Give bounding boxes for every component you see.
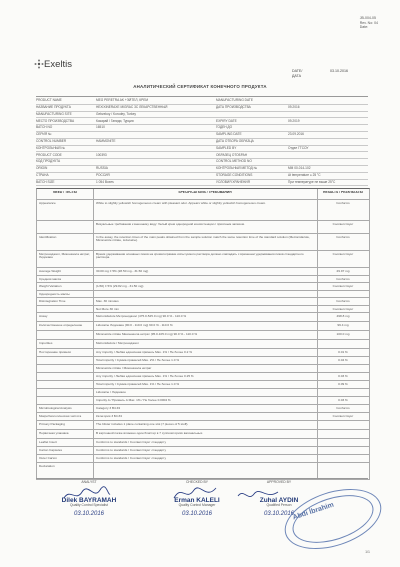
info-cell-v: 09.2016 (288, 104, 300, 109)
table-cell-spec: Miconazole nitrate / Миконазола нитрат (96, 366, 152, 370)
info-cell-m: MEG PERETRA AK +ЭЙТЕЛ, КРЕМ (96, 98, 149, 103)
info-cell-l: BATCH SIZE (36, 179, 55, 184)
table-cell-test: Average Weight (39, 269, 61, 273)
table-cell-spec: Not More 30 min (96, 307, 119, 311)
table-cell-test: Микробиологическая чистота (39, 414, 82, 418)
table-cell-res: Conforms (336, 201, 350, 205)
info-cell-m: HAMMONITE (96, 138, 116, 143)
info-cell-m: Кокарай / Ганиди, Турция (96, 118, 134, 123)
table-cell-spec: In the assay, the retention times of the main peaks obtained from the sample solution match the same retention time of the standard solution (Metronidazole, Miconazole nitrate, Lidocaine). (96, 235, 310, 243)
table-row (37, 455, 369, 463)
info-cell-r: CONTROL METHOD NO (216, 159, 252, 164)
info-cell-l: MANUFACTURING SITE (36, 111, 72, 116)
info-cell-r: ГОДЕН ДО (216, 125, 233, 130)
table-cell-spec: Время удерживания основных пиков на хроматограмме испытуемого раствора должно совпадать с временем удерживания пиков стандартного раствора. (96, 252, 304, 260)
table-cell-spec: Miconazole nitrate Миконазола нитрат (95.0-105.0 mg) 90.0 % - 110.0 % (96, 332, 198, 336)
table-row (37, 357, 369, 365)
table-cell-spec: White to slightly yellowish homogeneous cream with pleasant odor. Appears white or slightly yellowish homogeneous cream. (96, 201, 267, 205)
table-cell-test: Declaration (39, 464, 55, 468)
table-row (37, 349, 369, 357)
info-cell-m: RUSSIA (96, 166, 108, 171)
table-cell-test: Appearance (39, 201, 56, 205)
table-cell-spec: 30.00 mg ± 5% (28.50 mg - 31.50 mg) (96, 269, 149, 273)
info-cell-v: At temperature ≤ 25 °C (288, 172, 321, 177)
signature-role: ANALYST (81, 480, 97, 484)
info-cell-v: 23.09.2016 (288, 132, 304, 137)
table-cell-res: Conforms (336, 235, 350, 239)
table-row (37, 313, 369, 322)
table-cell-spec: Any impurity / Любая единичная примесь Max. 1% / Не более 0.2 % (96, 350, 192, 354)
table-row (37, 447, 369, 455)
table-row (37, 268, 369, 276)
table-row (37, 430, 369, 439)
table-cell-spec: Total impurity / Сумма примесей Max. 2% / Не более 1.0 % (96, 358, 180, 362)
reference-rev: Rev. No: 04 (359, 20, 378, 25)
table-cell-test: Первичная упаковка (39, 431, 69, 435)
table-cell-res: 0.09 % (338, 382, 348, 386)
info-cell-v: 09.2019 (288, 118, 300, 123)
table-cell-res: Соответствует (332, 307, 354, 311)
table-row (37, 322, 369, 331)
table-row (37, 200, 369, 221)
table-cell-res: Соответствует (332, 284, 354, 288)
table-row (37, 251, 369, 268)
info-cell-m: 100393 (96, 152, 107, 157)
signature-name: Erman KALELI (174, 496, 220, 504)
exeltis-logo-icon (34, 59, 44, 69)
table-cell-test: Количественное определение (39, 323, 83, 327)
table-cell-res: Conforms (336, 406, 350, 410)
document-title: АНАЛИТИЧЕСКИЙ СЕРТИФИКАТ КОНЕЧНОГО ПРОДУКТА (133, 84, 267, 89)
info-cell-v: Отдел ГТСОУ (288, 145, 309, 150)
info-cell-r: ОБРАЗЕЦ ОТОБРАН (216, 152, 248, 157)
info-row (36, 179, 368, 187)
table-cell-test: Weight Variation (39, 284, 62, 288)
date-value: 03.10.2016 (330, 69, 348, 73)
issue-date (292, 69, 348, 79)
table-cell-test: Disintegration Time (39, 299, 66, 303)
info-cell-r: ДАТА ОТБОРА ОБРАЗЦА (216, 138, 254, 143)
table-row (37, 413, 369, 421)
info-cell-r: SAMPLING DATE (216, 132, 242, 137)
signature-name: Dilek BAYRAMAH (61, 496, 117, 504)
info-cell-r: КОНТРОЛЬНЫЙ МЕТОД № (216, 166, 257, 171)
table-cell-res: Conforms (336, 277, 350, 281)
reference-date-label: Date: (359, 25, 369, 29)
info-cell-l: PRODUCT NAME (36, 98, 62, 103)
table-row (37, 291, 369, 298)
table-cell-test: Impurities (39, 341, 53, 345)
table-cell-spec: В картонной пачке вложено один блистер в 7 суппозиториях вагинальных. (96, 431, 204, 435)
info-cell-m: HEXIXINERAXE MIGRAC 3C ЛЕКАРСТВЕННЫЙ (96, 104, 168, 109)
brand-logo: Exeltis (44, 59, 72, 70)
info-cell-v: ММ 00-014-102 (288, 166, 311, 171)
table-row (37, 276, 369, 283)
date-label-ru: ДАТА (292, 74, 302, 78)
table-cell-test: Outer Carton (39, 456, 57, 460)
col-header-specifications: SPECIFICATIONS / ТРЕБОВАНИЯ (178, 190, 232, 194)
info-cell-r: ДАТА ПРОИЗВОДСТВА (216, 104, 251, 109)
table-cell-spec: Metronidazole Метронидазол (475.0-525.0 mg) 90.0 % - 110.0 % (96, 314, 187, 318)
table-cell-res: 100.0 mg (336, 332, 350, 336)
table-cell-res: Соответствует (332, 252, 354, 256)
table-cell-test: Primary Packaging (39, 422, 65, 426)
signature-title: Quality Control Manager (178, 503, 216, 507)
info-cell-r: MANUFACTURING DATE (216, 98, 253, 103)
table-row (37, 405, 369, 413)
table-cell-res: Conforms (336, 299, 350, 303)
signature-date: 03.10.2016 (181, 510, 213, 517)
info-cell-l: СЕРИЯ № (36, 132, 52, 137)
table-cell-res: 0.03 % (338, 398, 348, 402)
signature-role: APPROVED BY (266, 480, 292, 484)
table-cell-spec: Категория 3 Б4 #4 (96, 414, 122, 418)
approver-signature-icon (236, 486, 280, 504)
table-row (37, 283, 369, 291)
table-header (37, 189, 369, 200)
table-cell-spec: Metronidazole / Метронидазол (96, 341, 139, 345)
signature-title: Qualified Person (266, 503, 292, 507)
stamp-text: Abdi İbrahim (291, 501, 335, 522)
table-row (37, 439, 369, 447)
signature-title: Quality Control Specialist (70, 503, 108, 507)
table-cell-spec: Any impurity / Любая единичная примесь Max. 1% / Не более 0.25 % (96, 374, 194, 378)
page-number: 1/1 (365, 550, 370, 554)
table-cell-res: Соответствует (332, 222, 354, 226)
table-cell-test: Однородность массы (39, 292, 70, 296)
table-row (37, 421, 369, 430)
info-cell-l: ORIGIN (36, 166, 48, 171)
info-cell-v: При температуре не выше 25°С (288, 179, 336, 184)
table-cell-test: Identification (39, 235, 57, 239)
reference-code: JB-004-05 (359, 16, 376, 20)
table-cell-spec: Conforms to standards / Соответствует стандарту (96, 448, 166, 452)
info-cell-l: НАЗВАНИЕ ПРОДУКТА (36, 104, 71, 109)
table-row (37, 365, 369, 373)
table-cell-res: 0.04 % (338, 358, 348, 362)
table-row (37, 340, 369, 349)
table-row (37, 331, 369, 340)
col-header-results: RESULTS / РЕЗУЛЬТАТЫ (323, 190, 363, 194)
info-cell-l: СТРАНА (36, 172, 49, 177)
table-cell-res: 99.4 mg (337, 323, 349, 327)
col-header-tests: NEED / ТЕСТЫ (53, 190, 77, 194)
table-cell-test: Метронидазол, Миконазола нитрат, Лидокаин (39, 252, 90, 260)
info-cell-m: 16510 (96, 125, 105, 130)
table-cell-res: 0.03 % (338, 374, 348, 378)
info-cell-m: 1 054 Boxes (96, 179, 114, 184)
info-cell-m: Gebzekoy / Korodey, Turkey (96, 111, 136, 116)
table-cell-spec: Lidocaine / Лидокаин (96, 390, 126, 394)
info-cell-l: PRODUCT CODE (36, 152, 62, 157)
table-cell-spec: (1/30) ± 5% (29.82 mg - 31.50 mg) (96, 284, 144, 288)
info-cell-r: УСЛОВИЯ ХРАНЕНИЯ (216, 179, 250, 184)
table-row (37, 381, 369, 389)
info-cell-r: STORAGE CONDITIONS (216, 172, 253, 177)
table-cell-spec: Lidocaine Лидокаин (90.0 - 110.0 mg) 90.0 % - 110.0 % (96, 323, 173, 327)
table-cell-res: 0.01 % (338, 350, 348, 354)
table-cell-test: Assay (39, 314, 48, 318)
info-cell-l: КОНТРОЛЬНЫЙ № (36, 145, 65, 150)
table-row (37, 373, 369, 381)
info-cell-l: CONTROL NUMBER (36, 138, 67, 143)
analyst-signature-icon (62, 486, 112, 504)
table-cell-spec: Category 3 B4 #4 (96, 406, 121, 410)
date-label-en: DATE/ (292, 69, 303, 73)
signature-name: Zuhal AYDIN (259, 496, 299, 504)
table-cell-spec: Max. 30 minutes (96, 299, 119, 303)
table-cell-spec: Impurity A / Примесь А Max. 1% / Не более 0.0004 % (96, 398, 171, 402)
table-cell-res: Соответствует (332, 414, 354, 418)
table-cell-res: 29.97 mg (336, 269, 350, 273)
info-cell-l: МЕСТО ПРОИЗВОДСТВА (36, 118, 75, 123)
table-row (37, 389, 369, 397)
signature-role: CHECKED BY (185, 480, 209, 484)
product-info-block (36, 96, 368, 185)
table-cell-spec: Conforms to standards / Соответствует стандарту (96, 456, 166, 460)
checker-signature-icon (172, 484, 220, 502)
table-row (37, 221, 369, 234)
info-cell-l: КОД ПРОДУКТА (36, 159, 61, 164)
document-reference (360, 16, 378, 30)
signature-date: 03.10.2016 (73, 510, 105, 517)
table-cell-spec: The blister includes 1 plane containing one slot (7 pieces of 5 stoff). (96, 422, 189, 426)
table-cell-spec: Визуальные требования к внешнему виду: белый крем однородной консистенции с приятным запахом. (96, 222, 245, 226)
table-cell-spec: Conforms to standards / Соответствует стандарту (96, 440, 166, 444)
table-cell-test: Carton Capsules (39, 448, 63, 452)
info-cell-m: РОССИЯ (96, 172, 110, 177)
table-cell-test: Leaflet Insert (39, 440, 57, 444)
table-row (37, 234, 369, 251)
table-cell-spec: Total impurity / Сумма примесей Max. 1% / Не более 1.0 % (96, 382, 180, 386)
table-cell-res: 498.8 mg (336, 314, 350, 318)
table-row (37, 397, 369, 405)
table-row (37, 298, 369, 306)
info-cell-r: EXPIRY DATE (216, 118, 237, 123)
specification-table (36, 188, 370, 480)
table-row (37, 306, 369, 313)
info-cell-r: SAMPLED BY (216, 145, 237, 150)
table-cell-test: Посторонние примеси (39, 350, 72, 354)
table-cell-test: Microbiological Analysis (39, 406, 72, 410)
info-cell-l: BATCH NO (36, 125, 53, 130)
table-cell-test: Средняя масса (39, 277, 61, 281)
signature-date: 03.10.2016 (263, 510, 295, 517)
